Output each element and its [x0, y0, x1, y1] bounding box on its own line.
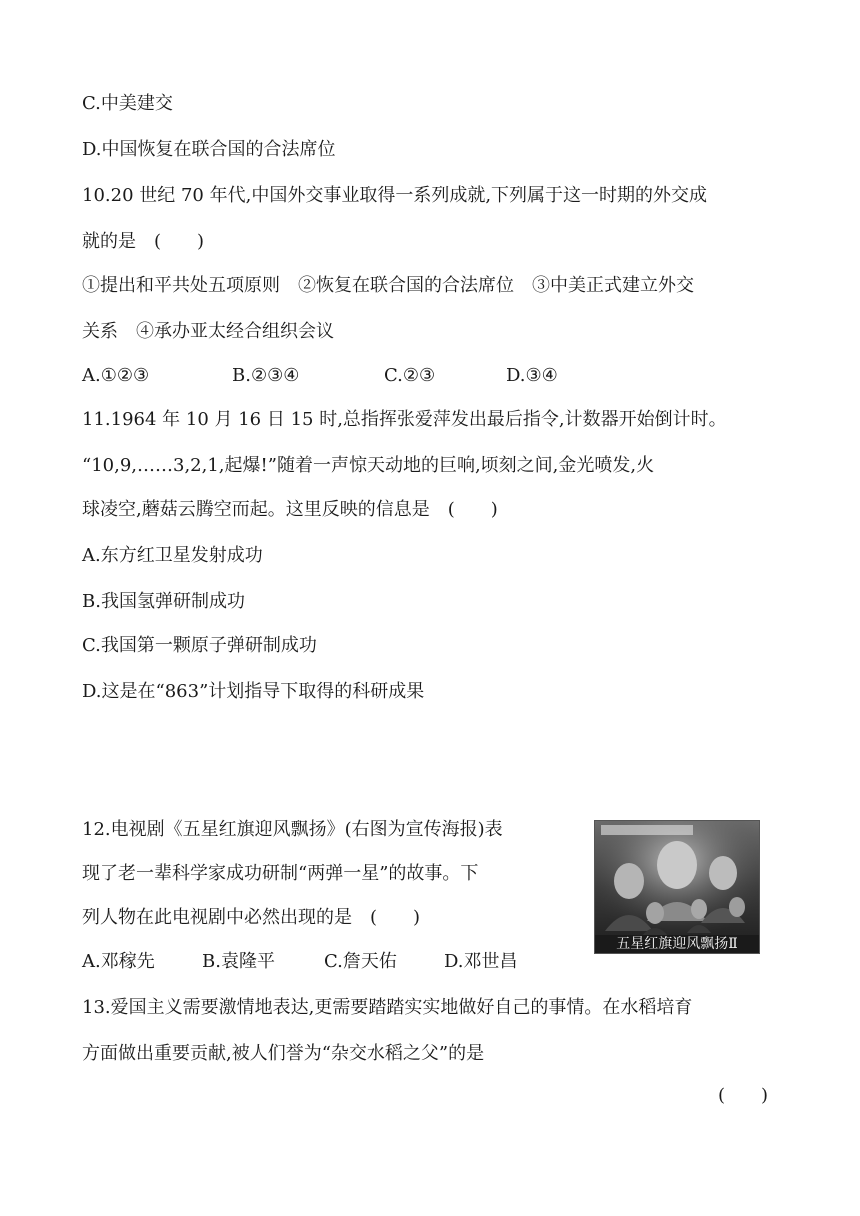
- q10-options: [82, 364, 782, 388]
- q10-option-b: B.②③④: [232, 365, 300, 386]
- q9-option-d: D.中国恢复在联合国的合法席位: [82, 139, 336, 160]
- q11-option-a: A.东方红卫星发射成功: [82, 545, 263, 566]
- q10-option-a: A.①②③: [82, 365, 150, 386]
- q11-option-c: C.我国第一颗原子弹研制成功: [82, 635, 317, 656]
- q9-option-c: C.中美建交: [82, 93, 173, 114]
- q10-option-d: D.③④: [506, 365, 558, 386]
- poster-title: 五星红旗迎风飘扬Ⅱ: [616, 936, 738, 952]
- q12-stem-line1: 12.电视剧《五星红旗迎风飘扬》(右图为宣传海报)表: [82, 819, 503, 840]
- q11-option-b: B.我国氢弹研制成功: [82, 591, 245, 612]
- q12-stem-line2: 现了老一辈科学家成功研制“两弹一星”的故事。下: [82, 863, 479, 884]
- q10-stem-line2: 就的是 ( ): [82, 231, 205, 252]
- q13-answer-paren: ( ): [718, 1085, 769, 1106]
- q10-items-line2: 关系 ④承办亚太经合组织会议: [82, 321, 334, 342]
- q10-stem-line1: 10.20 世纪 70 年代,中国外交事业取得一系列成就,下列属于这一时期的外交成: [82, 185, 708, 206]
- tv-poster-image: [594, 820, 760, 954]
- q11-option-d: D.这是在“863”计划指导下取得的科研成果: [82, 681, 425, 702]
- q12-option-d: D.邓世昌: [444, 951, 518, 972]
- q13-stem-line1: 13.爱国主义需要激情地表达,更需要踏踏实实地做好自己的事情。在水稻培育: [82, 997, 693, 1018]
- poster-illustration: [595, 821, 759, 953]
- q12-option-a: A.邓稼先: [82, 951, 155, 972]
- q10-option-c: C.②③: [384, 365, 436, 386]
- q11-stem-line3: 球凌空,蘑菇云腾空而起。这里反映的信息是 ( ): [82, 499, 498, 520]
- q12-option-b: B.袁隆平: [202, 951, 275, 972]
- q12-stem-line3: 列人物在此电视剧中必然出现的是 ( ): [82, 907, 421, 928]
- q11-stem-line1: 11.1964 年 10 月 16 日 15 时,总指挥张爱萍发出最后指令,计数器开始倒计时。: [82, 409, 727, 430]
- q10-items-line1: ①提出和平共处五项原则 ②恢复在联合国的合法席位 ③中美正式建立外交: [82, 275, 694, 296]
- q13-stem-line2: 方面做出重要贡献,被人们誉为“杂交水稻之父”的是: [82, 1043, 485, 1064]
- q12-option-c: C.詹天佑: [324, 951, 397, 972]
- q11-stem-line2: “10,9,……3,2,1,起爆!”随着一声惊天动地的巨响,顷刻之间,金光喷发,火: [82, 455, 655, 476]
